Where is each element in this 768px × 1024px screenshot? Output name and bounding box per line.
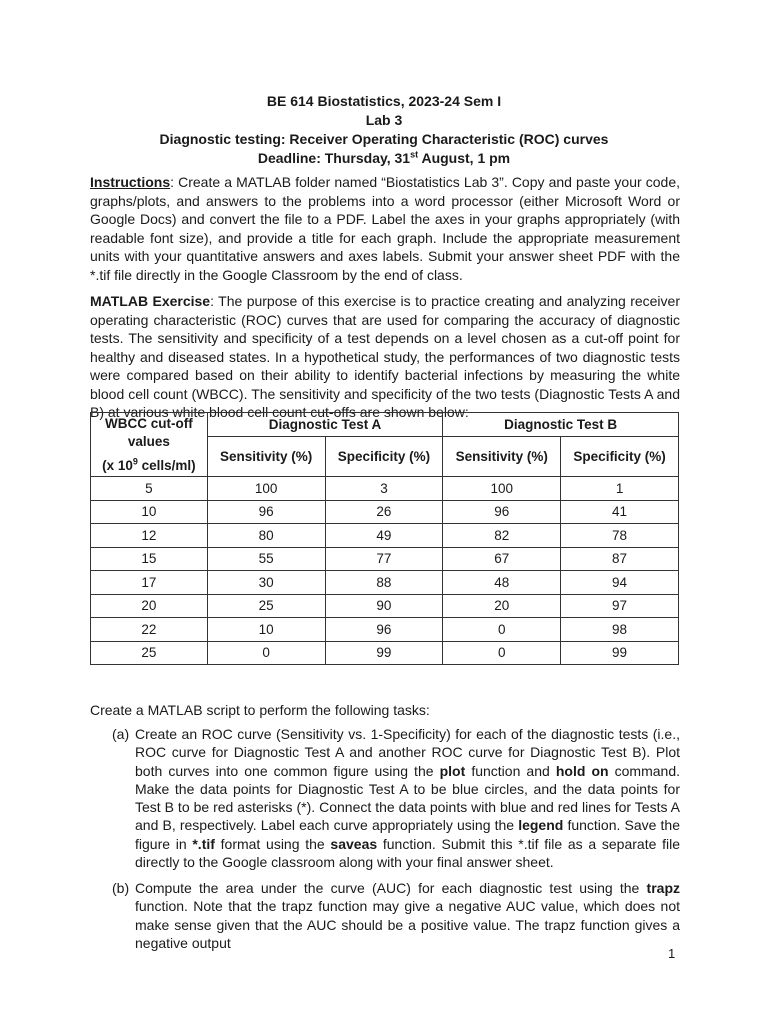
table-cell: 96	[325, 618, 443, 642]
table-cell: 55	[207, 547, 325, 571]
table-cell: 49	[325, 524, 443, 548]
task-b-text: Compute the area under the curve (AUC) for each diagnostic test using the trapz function. Note that the trapz function may give a negative AUC value, which does not make sense given that the AUC should be a positive value. The trapz function gives a negative output	[135, 880, 680, 951]
wbcc-header: WBCC cut-off values (x $10^9$ cells/ml)	[91, 413, 208, 477]
table-cell: 41	[561, 500, 679, 524]
table-cell: 100	[207, 477, 325, 501]
exercise-paragraph	[90, 292, 680, 422]
table-row	[91, 618, 679, 642]
table-cell: 99	[561, 641, 679, 665]
table-row	[91, 641, 679, 665]
table-row	[91, 524, 679, 548]
instructions-text: : Create a MATLAB folder named “Biostatistics Lab 3”. Copy and paste your code, graphs/plots, and answers to the problems into a word processor (either Microsoft Word or Google Docs) and convert the file to a PDF. Label the axes in your graphs appropriately (with readable font size), and provide a title for each graph. Include the appropriate measurement units with your quantitative answers and axes labels. Submit your answer sheet PDF with the *.tif file directly in the Google Classroom by the end of class.	[90, 174, 680, 283]
table-row	[91, 477, 679, 501]
task-b	[112, 879, 680, 952]
lab-title: Diagnostic testing: Receiver Operating Characteristic (ROC) curves	[159, 131, 609, 147]
document-header	[0, 92, 768, 168]
table-cell: 88	[325, 571, 443, 595]
test-b-sensitivity-header: Sensitivity (%)	[443, 437, 561, 477]
table-cell: 98	[561, 618, 679, 642]
table-cell: 25	[207, 594, 325, 618]
test-b-specificity-header: Specificity (%)	[561, 437, 679, 477]
table-cell: 3	[325, 477, 443, 501]
table-cell: 20	[91, 594, 208, 618]
test-b-header: Diagnostic Test B	[443, 413, 679, 437]
table-body	[91, 477, 679, 665]
table-cell: 25	[91, 641, 208, 665]
lab-number: Lab 3	[365, 112, 403, 128]
table-row	[91, 571, 679, 595]
table-cell: 1	[561, 477, 679, 501]
table-cell: 78	[561, 524, 679, 548]
table-cell: 99	[325, 641, 443, 665]
task-a-text: Create an ROC curve (Sensitivity vs. 1-Specificity) for each of the diagnostic tests (i.e., ROC curve for Diagnostic Test A and another ROC curve for Diagnostic Test B). Plot both curves into one common figure using the plot function and hold on command. Make the data points for Diagnostic Test A to be blue circles, and the data points for Test B to be red asterisks (*). Connect the data points with blue and red lines for Tests A and B, respectively. Label each curve appropriately using the legend function. Save the figure in *.tif format using the saveas function. Submit this *.tif file as a separate file directly to the Google classroom along with your final answer sheet.	[135, 726, 681, 871]
task-a-label: (a)	[112, 726, 130, 742]
instructions-paragraph	[90, 173, 680, 284]
table-cell: 96	[207, 500, 325, 524]
table-cell: 77	[325, 547, 443, 571]
table-row	[91, 594, 679, 618]
task-a	[112, 725, 680, 871]
script-intro: Create a MATLAB script to perform the following tasks:	[90, 702, 430, 718]
table-cell: 0	[207, 641, 325, 665]
table-cell: 26	[325, 500, 443, 524]
table-cell: 96	[443, 500, 561, 524]
test-a-sensitivity-header: Sensitivity (%)	[207, 437, 325, 477]
table-row	[91, 500, 679, 524]
table-cell: 48	[443, 571, 561, 595]
deadline: Deadline: Thursday, 31st August, 1 pm	[257, 149, 511, 166]
table-cell: 87	[561, 547, 679, 571]
test-a-header: Diagnostic Test A	[207, 413, 443, 437]
table-cell: 0	[443, 618, 561, 642]
table-row	[91, 547, 679, 571]
table-cell: 90	[325, 594, 443, 618]
page-number: 1	[668, 946, 676, 961]
results-table	[90, 412, 679, 665]
exercise-label: MATLAB Exercise	[90, 293, 211, 309]
table-cell: 22	[91, 618, 208, 642]
table-cell: 80	[207, 524, 325, 548]
table-cell: 10	[207, 618, 325, 642]
task-b-label: (b)	[112, 880, 130, 896]
table-cell: 20	[443, 594, 561, 618]
table-cell: 12	[91, 524, 208, 548]
table-cell: 100	[443, 477, 561, 501]
table-cell: 0	[443, 641, 561, 665]
table-cell: 94	[561, 571, 679, 595]
table-cell: 15	[91, 547, 208, 571]
table-cell: 5	[91, 477, 208, 501]
exercise-text: : The purpose of this exercise is to practice creating and analyzing receiver operating characteristic (ROC) curves that are used for comparing the accuracy of diagnostic tests. The sensitivity and specificity of a test depends on a level chosen as a cut-off point for healthy and diseased states. In a hypothetical study, the performances of two diagnostic tests were compared based on their ability to identify bacterial infections by measuring the white blood cell count (WBCC). The sensitivity and specificity of the two tests (Diagnostic Tests A and B) at various white blood cell count cut-offs are shown below:	[90, 293, 680, 420]
table-cell: 17	[91, 571, 208, 595]
table-cell: 97	[561, 594, 679, 618]
table-cell: 10	[91, 500, 208, 524]
table-cell: 82	[443, 524, 561, 548]
table-cell: 67	[443, 547, 561, 571]
instructions-label: Instructions	[90, 174, 171, 190]
test-a-specificity-header: Specificity (%)	[325, 437, 443, 477]
course-title: BE 614 Biostatistics, 2023-24 Sem I	[266, 93, 502, 109]
table-cell: 30	[207, 571, 325, 595]
